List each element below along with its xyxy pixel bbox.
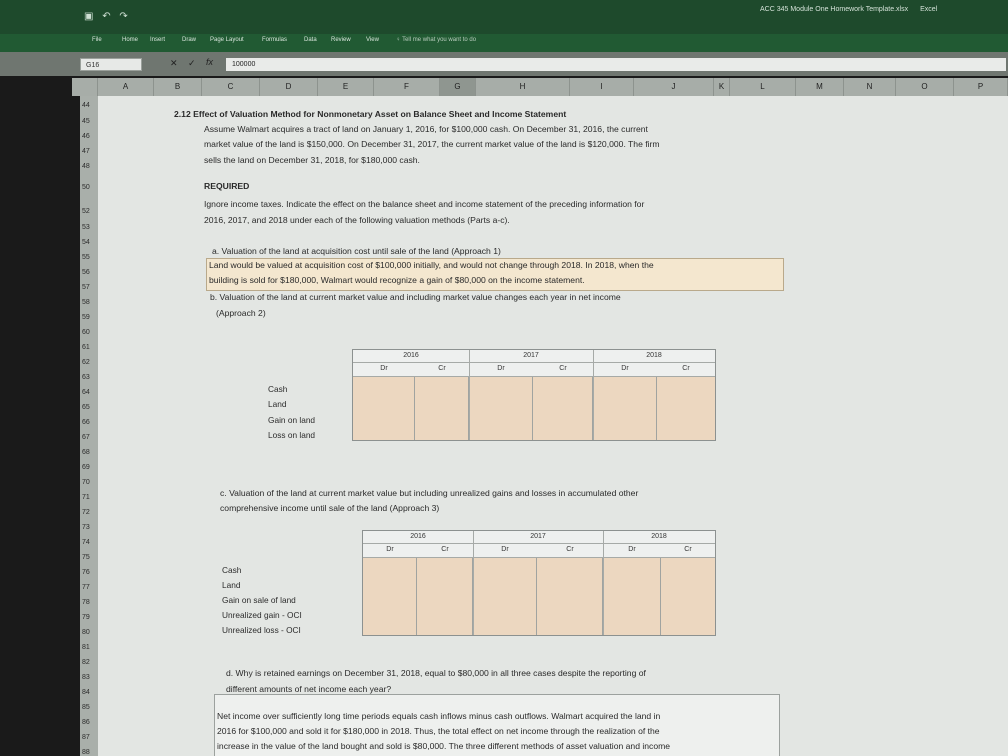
- tab-view[interactable]: View: [366, 37, 379, 43]
- check-icon[interactable]: ✓: [188, 58, 196, 68]
- row-header[interactable]: 75: [82, 554, 90, 561]
- entry-cell[interactable]: [657, 377, 715, 440]
- credit-header: Cr: [684, 546, 692, 553]
- part-a-answer-line: Land would be valued at acquisition cost of $100,000 initially, and would not change through 2018. In 2018, when the: [209, 260, 654, 270]
- row-header[interactable]: 47: [82, 148, 90, 155]
- row-header[interactable]: 54: [82, 239, 90, 246]
- row-header[interactable]: 70: [82, 479, 90, 486]
- part-c-question: c. Valuation of the land at current market value but including unrealized gains and losses in accumulated other: [220, 488, 639, 498]
- part-b-question: b. Valuation of the land at current market value and including market value changes each year in net income: [210, 292, 621, 302]
- part-a-answer-line: building is sold for $180,000, Walmart would recognize a gain of $80,000 on the income statement.: [209, 275, 585, 285]
- redo-icon[interactable]: ↷: [119, 11, 131, 22]
- row-header[interactable]: 58: [82, 299, 90, 306]
- row-header[interactable]: 79: [82, 614, 90, 621]
- row-header[interactable]: 87: [82, 734, 90, 741]
- tell-me-search[interactable]: [396, 37, 476, 43]
- year-header: 2018: [646, 352, 662, 359]
- debit-header: Dr: [621, 365, 629, 372]
- entry-cell[interactable]: [363, 558, 417, 635]
- row-headers: [80, 96, 98, 756]
- problem-title: 2.12 Effect of Valuation Method for Nonmonetary Asset on Balance Sheet and Income Statement: [174, 109, 567, 119]
- row-header[interactable]: 68: [82, 449, 90, 456]
- column-header[interactable]: K: [714, 78, 730, 96]
- row-header[interactable]: 72: [82, 509, 90, 516]
- credit-header: Cr: [438, 365, 446, 372]
- row-header[interactable]: 48: [82, 163, 90, 170]
- ribbon-tabs: [0, 34, 1008, 52]
- entry-cell[interactable]: [353, 377, 415, 440]
- year-header: 2018: [651, 533, 667, 540]
- debit-header: Dr: [380, 365, 388, 372]
- row-header[interactable]: 83: [82, 674, 90, 681]
- required-heading: REQUIRED: [204, 181, 250, 191]
- name-box[interactable]: G16: [80, 58, 142, 71]
- credit-header: Cr: [559, 365, 567, 372]
- row-header[interactable]: 69: [82, 464, 90, 471]
- row-header[interactable]: 62: [82, 359, 90, 366]
- year-header: 2017: [530, 533, 546, 540]
- row-header[interactable]: 50: [82, 184, 90, 191]
- row-header[interactable]: 84: [82, 689, 90, 696]
- account-label: Gain on land: [268, 415, 316, 425]
- row-header[interactable]: 78: [82, 599, 90, 606]
- year-header: 2016: [410, 533, 426, 540]
- tab-draw[interactable]: Draw: [182, 37, 197, 43]
- row-header[interactable]: 81: [82, 644, 90, 651]
- account-label: Unrealized loss - OCI: [222, 625, 301, 635]
- part-b-question: (Approach 2): [216, 308, 266, 318]
- part-d-answer-line: increase in the value of the land bought and sold is $80,000. The three different methods of asset valuation and income: [217, 741, 671, 751]
- year-header: 2016: [403, 352, 419, 359]
- account-label: Gain on sale of land: [222, 595, 296, 605]
- column-header[interactable]: H: [476, 78, 570, 96]
- credit-header: Cr: [441, 546, 449, 553]
- insert-function-icon[interactable]: fx: [206, 57, 214, 67]
- quick-access-toolbar: [84, 11, 131, 22]
- column-header[interactable]: N: [844, 78, 896, 96]
- row-header[interactable]: 53: [82, 224, 90, 231]
- save-icon[interactable]: ▣: [84, 11, 97, 22]
- debit-header: Dr: [497, 365, 505, 372]
- row-header[interactable]: 65: [82, 404, 90, 411]
- row-header[interactable]: 52: [82, 208, 90, 215]
- tab-insert[interactable]: Insert: [150, 37, 166, 43]
- file-name: ACC 345 Module One Homework Template.xlsx: [760, 6, 909, 13]
- lightbulb-icon: ♀: [396, 37, 403, 43]
- part-d-answer-line: Net income over sufficiently long time periods equals cash inflows minus cash outflows. Walmart acquired the land in: [217, 711, 661, 721]
- formula-bar: [0, 52, 1008, 76]
- row-header[interactable]: 74: [82, 539, 90, 546]
- entry-cell[interactable]: [604, 558, 661, 635]
- column-header[interactable]: B: [154, 78, 202, 96]
- row-header[interactable]: 46: [82, 133, 90, 140]
- row-header[interactable]: 88: [82, 749, 90, 756]
- year-header: 2017: [523, 352, 539, 359]
- row-header[interactable]: 59: [82, 314, 90, 321]
- row-header[interactable]: 77: [82, 584, 90, 591]
- problem-line: sells the land on December 31, 2018, for $180,000 cash.: [204, 155, 420, 165]
- column-header-selected[interactable]: G: [440, 78, 476, 96]
- row-header[interactable]: 56: [82, 269, 90, 276]
- entry-cell[interactable]: [470, 377, 533, 440]
- window-title: [760, 6, 937, 13]
- required-line: Ignore income taxes. Indicate the effect on the balance sheet and income statement of the preceding information for: [204, 199, 645, 209]
- tell-me-label: Tell me what you want to do: [402, 37, 477, 43]
- entry-cell[interactable]: [661, 558, 715, 635]
- part-c-table: [362, 530, 716, 636]
- column-header[interactable]: P: [954, 78, 1008, 96]
- row-header[interactable]: 76: [82, 569, 90, 576]
- part-d-answer-line: 2016 for $100,000 and sold it for $180,000 in 2018. Thus, the total effect on net income through the realization of the: [217, 726, 660, 736]
- column-header[interactable]: I: [570, 78, 634, 96]
- row-header[interactable]: 82: [82, 659, 90, 666]
- select-all-corner[interactable]: [72, 78, 98, 96]
- column-header[interactable]: L: [730, 78, 796, 96]
- row-header[interactable]: 45: [82, 118, 90, 125]
- debit-header: Dr: [386, 546, 394, 553]
- row-header[interactable]: 64: [82, 389, 90, 396]
- entry-cell[interactable]: [415, 377, 469, 440]
- debit-header: Dr: [628, 546, 636, 553]
- tab-formulas[interactable]: Formulas: [262, 37, 288, 43]
- column-headers: [72, 78, 1008, 96]
- worksheet-grid[interactable]: [98, 96, 1008, 756]
- account-label: Cash: [222, 565, 242, 575]
- entry-cell[interactable]: [537, 558, 603, 635]
- row-header[interactable]: 55: [82, 254, 90, 261]
- part-a-answer-cell[interactable]: [206, 258, 784, 291]
- row-header[interactable]: 61: [82, 344, 90, 351]
- part-c-question: comprehensive income until sale of the land (Approach 3): [220, 503, 440, 513]
- row-header[interactable]: 57: [82, 284, 90, 291]
- row-header[interactable]: 60: [82, 329, 90, 336]
- debit-header: Dr: [501, 546, 509, 553]
- credit-header: Cr: [682, 365, 690, 372]
- account-label: Cash: [268, 384, 288, 394]
- entry-cell[interactable]: [533, 377, 593, 440]
- account-label: Unrealized gain - OCI: [222, 610, 302, 620]
- tab-file[interactable]: File: [92, 37, 102, 43]
- column-header[interactable]: A: [98, 78, 154, 96]
- entry-cell[interactable]: [594, 377, 657, 440]
- row-header[interactable]: 73: [82, 524, 90, 531]
- entry-cell[interactable]: [417, 558, 473, 635]
- row-header[interactable]: 85: [82, 704, 90, 711]
- problem-line: market value of the land is $150,000. On December 31, 2017, the current market value of the land is $120,000. The firm: [204, 139, 660, 149]
- row-header[interactable]: 66: [82, 419, 90, 426]
- column-header[interactable]: J: [634, 78, 714, 96]
- column-header[interactable]: F: [374, 78, 440, 96]
- problem-line: Assume Walmart acquires a tract of land on January 1, 2016, for $100,000 cash. On December 31, 2016, the current: [204, 124, 648, 134]
- formula-input[interactable]: 100000: [226, 58, 1006, 71]
- part-d-answer-cell[interactable]: [214, 694, 780, 756]
- column-header[interactable]: E: [318, 78, 374, 96]
- tab-home[interactable]: Home: [122, 37, 139, 43]
- part-b-table: [352, 349, 716, 441]
- part-d-question: d. Why is retained earnings on December 31, 2018, equal to $80,000 in all three cases despite the reporting of: [226, 668, 646, 678]
- app-name: Excel: [920, 6, 938, 13]
- account-label: Land: [222, 580, 241, 590]
- column-header[interactable]: C: [202, 78, 260, 96]
- account-label: Loss on land: [268, 430, 316, 440]
- tab-data[interactable]: Data: [304, 37, 317, 43]
- entry-cell[interactable]: [474, 558, 537, 635]
- undo-icon[interactable]: ↶: [102, 11, 114, 22]
- row-header[interactable]: 67: [82, 434, 90, 441]
- credit-header: Cr: [566, 546, 574, 553]
- part-a-question: a. Valuation of the land at acquisition cost until sale of the land (Approach 1): [212, 246, 501, 256]
- tab-review[interactable]: Review: [331, 37, 351, 43]
- account-label: Land: [268, 399, 287, 409]
- cancel-icon[interactable]: ✕: [170, 58, 178, 68]
- column-header[interactable]: O: [896, 78, 954, 96]
- part-d-question: different amounts of net income each year?: [226, 684, 392, 694]
- required-line: 2016, 2017, and 2018 under each of the following valuation methods (Parts a-c).: [204, 215, 510, 225]
- row-header[interactable]: 63: [82, 374, 90, 381]
- tab-page-layout[interactable]: Page Layout: [210, 37, 244, 43]
- row-header[interactable]: 86: [82, 719, 90, 726]
- column-header[interactable]: D: [260, 78, 318, 96]
- row-header[interactable]: 71: [82, 494, 90, 501]
- row-header[interactable]: 44: [82, 102, 90, 109]
- column-header[interactable]: M: [796, 78, 844, 96]
- title-bar: [0, 0, 1008, 34]
- row-header[interactable]: 80: [82, 629, 90, 636]
